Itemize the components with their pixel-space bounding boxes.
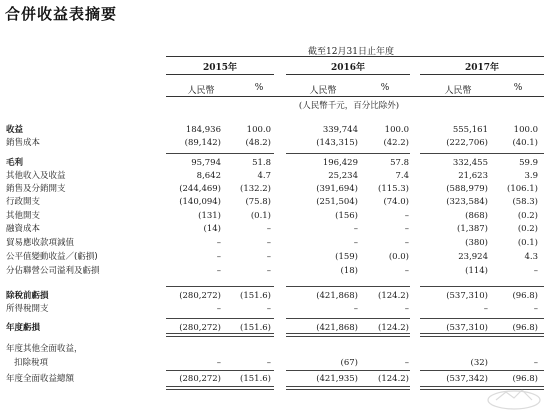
cell-rmb-2016: (391,694) [316,184,358,194]
row-label: 公平值變動收益／(虧損) [6,252,98,262]
table-row [0,183,550,195]
table-row [0,251,550,263]
subtotal-line-2017 [420,153,544,154]
cell-rmb-2016: (421,868) [316,323,358,333]
row-label: 行政開支 [6,197,41,207]
cell-rmb-2017: – [483,304,488,314]
cell-pct-2015: (151.6) [240,374,271,384]
cell-rmb-2015: (131) [198,211,221,221]
cell-rmb-2016: 196,429 [322,158,358,168]
cell-rmb-2016: – [353,304,358,314]
cell-rmb-2016: (143,315) [316,138,358,148]
pretax-line-2015 [166,286,274,287]
cell-pct-2016: – [404,211,409,221]
cell-rmb-2015: – [216,304,221,314]
table-row [0,223,550,235]
cell-pct-2017: 3.9 [524,171,538,181]
row-label: 年度全面收益總額 [6,374,75,384]
cell-rmb-2017: 21,623 [458,171,488,181]
cell-rmb-2017: (32) [470,358,488,368]
cell-rmb-2017: (222,706) [446,138,488,148]
cell-pct-2016: 100.0 [384,125,409,135]
table-row [0,124,550,136]
cell-rmb-2015: (140,094) [179,197,221,207]
cell-pct-2015: (151.6) [240,323,271,333]
cell-rmb-2015: (244,469) [179,184,221,194]
cell-pct-2017: (96.8) [512,291,538,301]
cell-rmb-2017: (114) [465,266,488,276]
cell-pct-2016: (124.2) [378,374,409,384]
cell-rmb-2015: (89,142) [184,138,221,148]
cell-pct-2017: – [533,266,538,276]
cell-pct-2015: 100.0 [246,125,271,135]
cell-rmb-2017: (588,979) [446,184,488,194]
col-header-rmb-2016: 人民幣 [309,86,337,96]
cell-pct-2016: (115.3) [378,184,409,194]
page-title: 合併收益表摘要 [5,5,118,23]
cell-pct-2016: 57.8 [390,158,409,168]
cell-pct-2016: – [404,358,409,368]
cell-rmb-2016: 339,744 [322,125,358,135]
cell-pct-2016: – [404,238,409,248]
cell-rmb-2015: 184,936 [185,125,221,135]
cell-rmb-2017: (1,387) [457,224,488,234]
cell-rmb-2017: (868) [465,211,488,221]
cell-pct-2017: – [533,304,538,314]
table-row [0,196,550,208]
table-row [0,265,550,277]
cell-pct-2017: (0.2) [517,224,538,234]
cell-pct-2015: (132.2) [240,184,271,194]
cell-rmb-2016: (251,504) [316,197,358,207]
cell-pct-2016: – [404,266,409,276]
cell-pct-2015: – [266,304,271,314]
col-header-pct-2017: % [513,83,523,93]
loss-double-line-2017 [420,333,544,337]
cell-rmb-2017: 23,924 [458,252,488,262]
loss-double-line-2016 [286,333,410,337]
cell-pct-2017: (40.1) [512,138,538,148]
col-header-rmb-2015: 人民幣 [187,86,215,96]
col-header-rmb-2017: 人民幣 [444,86,472,96]
cell-pct-2017: 100.0 [513,125,538,135]
row-label: 扣除稅項 [14,358,49,368]
row-label: 貿易應收款項減值 [6,238,75,248]
col-header-pct-2016: % [380,83,390,93]
row-label: 收益 [6,125,24,135]
cell-pct-2017: (0.1) [517,238,538,248]
cell-rmb-2017: (323,584) [446,197,488,207]
period-underline [166,56,544,57]
row-label: 融資成本 [6,224,41,234]
total-double-line-2016 [286,386,410,390]
period-header: 截至12月31日止年度 [308,47,394,57]
table-row [0,373,550,385]
cell-rmb-2015: – [216,252,221,262]
oci-line-2015 [166,370,274,371]
cell-pct-2015: 51.8 [252,158,271,168]
cell-pct-2016: (42.2) [383,138,409,148]
table-row [0,290,550,302]
cell-pct-2015: (48.2) [245,138,271,148]
cell-rmb-2017: 332,455 [452,158,488,168]
total-double-line-2015 [166,386,274,390]
row-label: 銷售成本 [6,138,41,148]
cell-rmb-2015: – [216,358,221,368]
loss-double-line-2015 [166,333,274,337]
table-row [0,157,550,169]
cell-rmb-2015: 8,642 [196,171,221,181]
subtotal-line-2015 [166,153,274,154]
cell-rmb-2017: (537,310) [446,323,488,333]
table-row [0,303,550,315]
cell-rmb-2017: 555,161 [452,125,488,135]
year-2015: 2015年 [202,63,238,73]
year-underline-2016 [286,74,410,75]
year-2017: 2017年 [464,63,500,73]
cell-pct-2016: 7.4 [395,171,409,181]
cell-rmb-2015: (280,272) [179,291,221,301]
cell-rmb-2016: (421,935) [316,374,358,384]
row-label: 除稅前虧損 [6,291,49,301]
cell-rmb-2016: (18) [340,266,358,276]
table-row [0,343,550,355]
cell-rmb-2016: – [353,238,358,248]
cell-rmb-2015: – [216,238,221,248]
cell-pct-2017: (0.2) [517,211,538,221]
cell-pct-2017: – [533,358,538,368]
cell-pct-2016: (124.2) [378,291,409,301]
col-header-pct-2015: % [254,83,264,93]
cell-pct-2016: (74.0) [383,197,409,207]
cell-pct-2017: (96.8) [512,323,538,333]
cell-pct-2015: (0.1) [250,211,271,221]
oci-line-2017 [420,370,544,371]
year-2016: 2016年 [330,63,366,73]
cell-rmb-2015: – [216,266,221,276]
cell-pct-2015: 4.7 [257,171,271,181]
cell-pct-2015: – [266,238,271,248]
row-label: 年度虧損 [6,323,41,333]
year-underline-2017 [420,74,544,75]
cell-rmb-2017: (380) [465,238,488,248]
cell-pct-2015: – [266,224,271,234]
row-label: 年度其他全面收益， [6,344,83,354]
cell-pct-2016: – [404,224,409,234]
table-row [0,170,550,182]
header-underline [166,96,544,97]
row-label: 毛利 [6,158,24,168]
cell-rmb-2015: (280,272) [179,323,221,333]
cell-pct-2017: (106.1) [507,184,538,194]
table-row [0,357,550,369]
cell-pct-2017: 4.3 [524,252,538,262]
cell-pct-2015: (151.6) [240,291,271,301]
table-row [0,210,550,222]
cell-pct-2015: – [266,252,271,262]
cell-rmb-2017: (537,342) [446,374,488,384]
row-label: 銷售及分銷開支 [6,184,66,194]
cell-rmb-2016: 25,234 [328,171,358,181]
row-label: 分佔聯營公司溢利及虧損 [6,266,100,276]
subtotal-line-2016 [286,153,410,154]
loss-line-2015 [166,318,274,319]
oci-line-2016 [286,370,410,371]
cell-rmb-2015: (280,272) [179,374,221,384]
pretax-line-2017 [420,286,544,287]
table-row [0,137,550,149]
cell-pct-2015: – [266,358,271,368]
cell-rmb-2016: (67) [340,358,358,368]
cell-rmb-2016: (156) [335,211,358,221]
cell-pct-2017: 59.9 [519,158,538,168]
row-label: 其他收入及收益 [6,171,66,181]
cell-pct-2016: – [404,304,409,314]
cell-pct-2015: – [266,266,271,276]
loss-line-2017 [420,318,544,319]
loss-line-2016 [286,318,410,319]
cell-rmb-2015: 95,794 [191,158,221,168]
row-label: 其他開支 [6,211,41,221]
cell-pct-2017: (58.3) [512,197,538,207]
unit-note: (人民幣千元，百分比除外) [298,101,400,111]
cell-rmb-2016: – [353,224,358,234]
cell-rmb-2016: (421,868) [316,291,358,301]
row-label: 所得稅開支 [6,304,49,314]
pretax-line-2016 [286,286,410,287]
cell-pct-2016: (0.0) [388,252,409,262]
cell-pct-2015: (75.8) [245,197,271,207]
cell-pct-2017: (96.8) [512,374,538,384]
cell-pct-2016: (124.2) [378,323,409,333]
cell-rmb-2016: (159) [335,252,358,262]
table-row [0,237,550,249]
cell-rmb-2017: (537,310) [446,291,488,301]
watermark-logo-icon [484,382,544,412]
year-underline-2015 [166,74,274,75]
cell-rmb-2015: (14) [203,224,221,234]
